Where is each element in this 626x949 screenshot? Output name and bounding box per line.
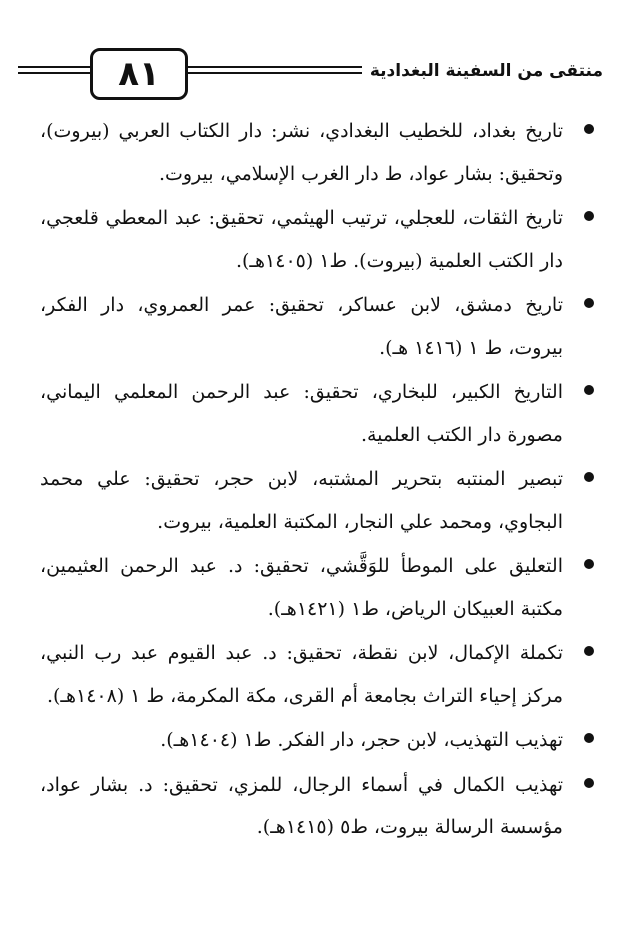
list-item — [40, 458, 598, 543]
bullet-icon — [584, 472, 594, 482]
entry-text: تبصير المنتبه بتحرير المشتبه، لابن حجر، تحقيق: علي محمد البجاوي، ومحمد علي النجار، المكتبة العلمية، بيروت. — [40, 468, 563, 533]
bullet-icon — [584, 385, 594, 395]
running-title: منتقى من السفينة البغدادية — [369, 61, 603, 81]
bullet-icon — [584, 646, 594, 656]
header-rule-left — [18, 72, 92, 74]
list-item — [40, 632, 598, 717]
page-number: ٨١ — [90, 48, 188, 100]
page-header — [18, 48, 603, 104]
header-rule-right — [182, 66, 362, 68]
list-item — [40, 110, 598, 195]
bullet-icon — [584, 211, 594, 221]
bullet-icon — [584, 124, 594, 134]
bullet-icon — [584, 298, 594, 308]
entry-text: تاريخ الثقات، للعجلي، ترتيب الهيثمي، تحقيق: عبد المعطي قلعجي، دار الكتب العلمية (بيروت). ط١ (١٤٠٥هـ). — [40, 207, 563, 272]
bibliography-list — [40, 110, 598, 851]
entry-text: تاريخ دمشق، لابن عساكر، تحقيق: عمر العمروي، دار الفكر، بيروت، ط ١ (١٤١٦ هـ). — [40, 294, 563, 359]
entry-text: التاريخ الكبير، للبخاري، تحقيق: عبد الرحمن المعلمي اليماني، مصورة دار الكتب العلمية. — [40, 381, 563, 446]
entry-text: التعليق على الموطأ للوَقَّشي، تحقيق: د. عبد الرحمن العثيمين، مكتبة العبيكان الرياض، ط١ (١٤٢١هـ). — [40, 555, 563, 620]
list-item — [40, 719, 598, 762]
list-item — [40, 284, 598, 369]
list-item — [40, 545, 598, 630]
list-item — [40, 764, 598, 849]
entry-text: تهذيب التهذيب، لابن حجر، دار الفكر. ط١ (١٤٠٤هـ). — [160, 729, 563, 751]
entry-text: تاريخ بغداد، للخطيب البغدادي، نشر: دار الكتاب العربي (بيروت)، وتحقيق: بشار عواد، ط دار الغرب الإسلامي، بيروت. — [40, 120, 563, 185]
bullet-icon — [584, 559, 594, 569]
entry-text: تكملة الإكمال، لابن نقطة، تحقيق: د. عبد القيوم عبد رب النبي، مركز إحياء التراث بجامعة أم القرى، مكة المكرمة، ط ١ (١٤٠٨هـ). — [40, 642, 563, 707]
header-rule-right — [182, 72, 362, 74]
entry-text: تهذيب الكمال في أسماء الرجال، للمزي، تحقيق: د. بشار عواد، مؤسسة الرسالة بيروت، ط٥ (١٤١٥هـ). — [40, 773, 563, 838]
header-rule-left — [18, 66, 92, 68]
bullet-icon — [584, 778, 594, 788]
bullet-icon — [584, 733, 594, 743]
list-item — [40, 371, 598, 456]
list-item — [40, 197, 598, 282]
